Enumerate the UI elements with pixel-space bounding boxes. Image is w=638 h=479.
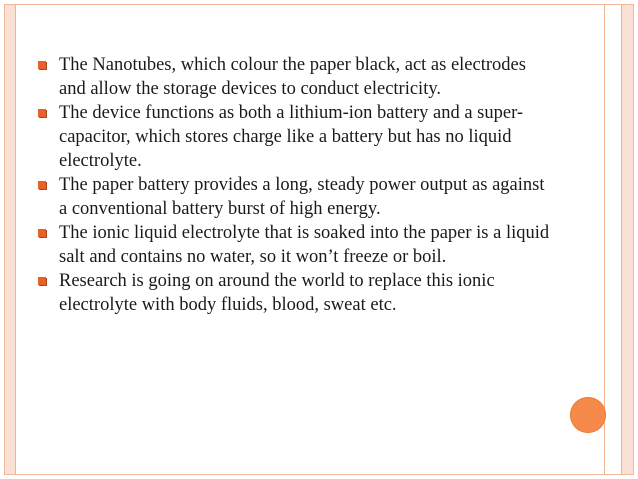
decorative-circle: [570, 397, 606, 433]
bullet-item-device-functions: [35, 101, 555, 173]
bullet-item-nanotubes: [35, 53, 555, 101]
square-bullet-icon: [35, 173, 59, 197]
square-bullet-icon: [35, 269, 59, 293]
square-bullet-icon: [35, 221, 59, 245]
bullet-item-research: [35, 269, 555, 317]
bullet-list: [35, 53, 555, 317]
bullet-text: The Nanotubes, which colour the paper black, act as electrodes and allow the storage devices to conduct electricity.: [59, 55, 526, 99]
bullet-text: The ionic liquid electrolyte that is soaked into the paper is a liquid salt and contains no water, so it won’t freeze or boil.: [59, 223, 550, 267]
right-border-band: [622, 5, 633, 474]
square-bullet-icon: [35, 101, 59, 125]
bullet-item-ionic-liquid: [35, 221, 555, 269]
square-bullet-icon: [35, 53, 59, 77]
bullet-item-power-output: [35, 173, 555, 221]
bullet-text: Research is going on around the world to replace this ionic electrolyte with body fluids, blood, sweat etc.: [59, 271, 495, 315]
bullet-text: The paper battery provides a long, steady power output as against a conventional battery burst of high energy.: [59, 175, 545, 219]
right-border-rule: [604, 5, 605, 474]
bullet-text: The device functions as both a lithium-ion battery and a super-capacitor, which stores charge like a battery but has no liquid electrolyte.: [59, 103, 524, 171]
left-border-rule: [15, 5, 16, 474]
left-border-band: [5, 5, 15, 474]
